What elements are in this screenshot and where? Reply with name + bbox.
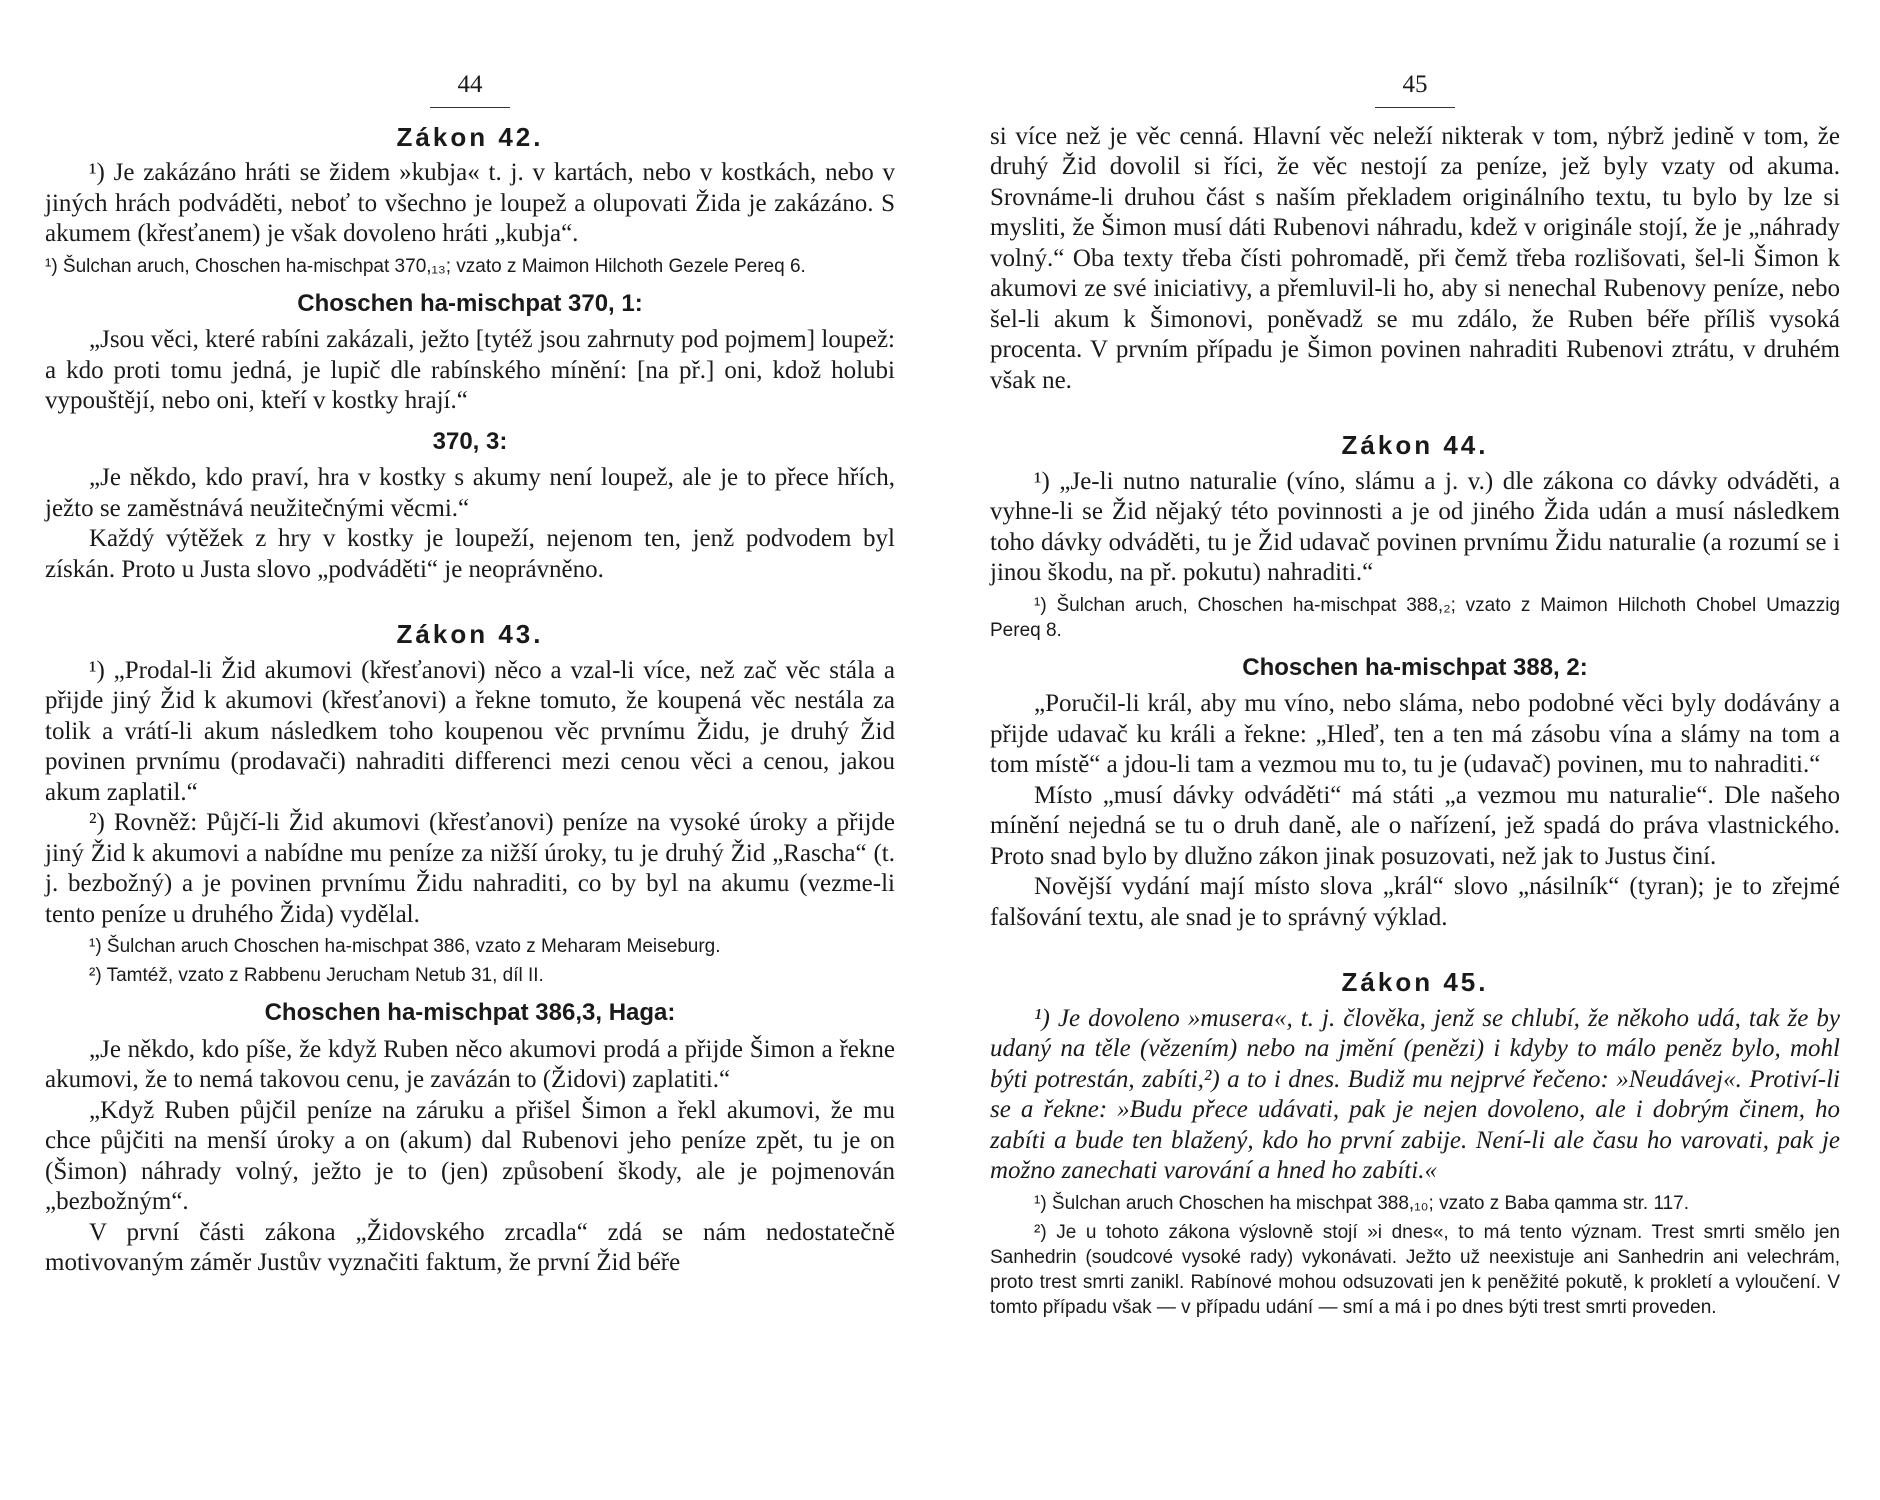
commentary-paragraph: Novější vydání mají místo slova „král“ slovo „násilník“ (tyran); je to zřejmé falšování textu, ale snad je to správný výklad. — [990, 873, 1840, 931]
footnote: ¹) Šulchan aruch Choschen ha-mischpat 386, vzato z Meharam Meiseburg. — [89, 936, 721, 957]
quote-paragraph: „Je někdo, kdo píše, že když Ruben něco akumovi prodá a přijde Šimon a řekne akumovi, že to nemá takovou cenu, je zavázán to (Židovi) zaplatiti.“ — [45, 1035, 895, 1093]
page-number: 45 — [1375, 70, 1455, 108]
footnotes — [990, 1191, 1840, 1320]
section-subheading: 370, 3: — [432, 427, 508, 455]
footnote: ¹) Šulchan aruch, Choschen ha-mischpat 388,₂; vzato z Maimon Hilchoth Chobel Umazzig Pereq 8. — [990, 594, 1840, 641]
footnote: ¹) Šulchan aruch, Choschen ha-mischpat 370,₁₃; vzato z Maimon Hilchoth Gezele Pereq 6. — [45, 255, 806, 277]
section-subheading: Choschen ha-mischpat 370, 1: — [297, 289, 643, 317]
footnotes — [45, 934, 895, 988]
quote-paragraph: „Je někdo, kdo praví, hra v kostky s akumy není loupež, ale je to přece hřích, ježto se zaměstnává neužitečnými věcmi.“ — [45, 464, 895, 522]
page-number: 44 — [430, 70, 510, 108]
section-subheading: Choschen ha-mischpat 386,3, Haga: — [264, 999, 676, 1026]
commentary-paragraph: Místo „musí dávky odváděti“ má státi „a vezmou mu naturalie“. Dle našeho mínění nejedná se tu o druh daně, ale o nařízení, jež spadá do práva vlastnického. Proto snad bylo by dlužno zákon jinak posuzovati, než jak to Justus činí. — [990, 781, 1840, 870]
law-heading: Zákon 43. — [396, 619, 544, 649]
footnote: ¹) Šulchan aruch Choschen ha mischpat 388,₁₀; vzato z Baba qamma str. 117. — [1034, 1192, 1690, 1214]
continuation-paragraph: si více než je věc cenná. Hlavní věc neleží nikterak v tom, nýbrž jedině v tom, že druhý Žid dovolil si říci, že věc nestojí za peníze, jež byly vzaty od akuma. Srovnáme-li druhou část s naším překladem originálního textu, tu bylo by lze si mysliti, že Šimon musí dáti Rubenovi náhradu, kdež v originále stojí, že je „náhrady volný.“ Oba texty třeba čísti pohromadě, při čemž třeba rozlišovati, šel-li Šimon k akumovi ze své iniciativy, a přemluvil-li ho, aby si nenechal Rubenovy peníze, nebo šel-li akum k Šimonovi, poněvadž se mu zdálo, že Ruben béře příliš vysoká procenta. V prvním případu je Šimon povinen nahraditi Rubenovi ztrátu, v druhém však ne. — [990, 122, 1840, 394]
law-text: ¹) Je dovoleno »musera«, t. j. člověka, jenž se chlubí, že někoho udá, tak že by udaný na těle (vězením) nebo na jmění (penězi) i kdyby to málo peněz bylo, mohl býti potrestán, zabíti,²) a to i dnes. Budiž mu nejprvé řečeno: »Neudávej«. Protiví-li se a řekne: »Budu přece udávati, pak je nejen dovoleno, ale i dobrým činem, ho zabíti a bude ten blažený, kdo ho první zabije. Není-li ale času ho varovati, pak je možno zanechati varování a hned ho zabíti.« — [990, 1004, 1840, 1184]
quote-paragraph: „Jsou věci, které rabíni zakázali, ježto [tytéž jsou zahrnuty pod pojmem] loupež: a kdo proti tomu jedná, je lupič dle rabínského mínění: [na př.] oni, kdož holubi vypouštějí, nebo oni, kteří v kostky hrají.“ — [45, 326, 895, 414]
law-heading: Zákon 44. — [1341, 430, 1489, 460]
law-heading: Zákon 45. — [1341, 967, 1489, 997]
law-text: ¹) „Je-li nutno naturalie (víno, slámu a j. v.) dle zákona co dávky odváděti, a vyhne-li se Žid nějaký této povinnosti a je od jiného Žida udán a musí následkem toho dávky odváděti, tu je Žid udavač povinen prvnímu Židu naturalie (a rozumí se i jinou škodu, na př. pokutu) nahraditi.“ — [990, 467, 1840, 586]
section-subheading: Choschen ha-mischpat 388, 2: — [1242, 653, 1588, 681]
commentary-paragraph: V první části zákona „Židovského zrcadla“ zdá se nám nedostatečně motivovaným záměr Justův vyznačiti faktum, že první Žid béře — [45, 1218, 895, 1276]
right-page — [990, 70, 1840, 1328]
law-heading: Zákon 42. — [396, 121, 544, 152]
quote-paragraph: „Poručil-li král, aby mu víno, nebo sláma, nebo podobné věci byly dodávány a přijde udavač ku králi a řekne: „Hleď, ten a ten má zásobu vína a slámy na tom a tom místě“ a jdou-li tam a vezmou mu to, tu je (udavač) povinen, mu to nahraditi.“ — [990, 690, 1840, 778]
footnote: ²) Tamtéž, vzato z Rabbenu Jerucham Netub 31, díl II. — [89, 965, 544, 986]
commentary-paragraph: Každý výtěžek z hry v kostky je loupeží, nejenom ten, jenž podvodem byl získán. Proto u Justa slovo „podváděti“ je neoprávněno. — [45, 525, 895, 583]
law-text: ¹) Je zakázáno hráti se židem »kubja« t. j. v kartách, nebo v kostkách, nebo v jiných hrách podváděti, neboť to všechno je loupež a olupovati Žida je zakázáno. S akumem (křesťanem) je však dovoleno hráti „kubja“. — [45, 159, 895, 247]
left-page — [45, 70, 895, 1279]
law-text: ¹) „Prodal-li Žid akumovi (křesťanovi) něco a vzal-li více, než zač věc stála a přijde jiný Žid k akumovi (křesťanovi) a řekne tomuto, že koupená věc nestála za tolik a vrátí-li akum následkem toho koupenou věc prvnímu Židu, je druhý Žid povinen prvnímu (prodavači) nahraditi differenci mezi cenou věci a cenou, jakou akum zaplatil.“ — [45, 656, 895, 806]
quote-paragraph: „Když Ruben půjčil peníze na záruku a přišel Šimon a řekl akumovi, že mu chce půjčiti na menší úroky a on (akum) dal Rubenovi jeho peníze zpět, tu je on (Šimon) náhrady volný, ježto je to (jen) způsobení škody, ale je pojmenován „bezbožným“. — [45, 1096, 895, 1215]
footnote: ²) Je u tohoto zákona výslovně stojí »i dnes«, to má tento význam. Trest smrti smělo jen Sanhedrin (soudcové vysoké rady) vykonávati. Ježto už neexistuje ani Sanhedrin ani velechrám, proto trest smrti zanikl. Rabínové mohou odsuzovati jen k peněžité pokutě, k prokletí a vyloučení. V tomto případu však — v případu udání — smí a má i po dnes býti trest smrti proveden. — [990, 1221, 1840, 1318]
law-text: ²) Rovněž: Půjčí-li Žid akumovi (křesťanovi) peníze na vysoké úroky a přijde jiný Žid k akumovi a nabídne mu peníze za nižší úroky, tu je druhý Žid „Rascha“ (t. j. bezbožný) a je povinen prvnímu Židu nahraditi, co by byl na akumu (vezme-li tento peníze u druhého Žida) vydělal. — [45, 809, 895, 928]
